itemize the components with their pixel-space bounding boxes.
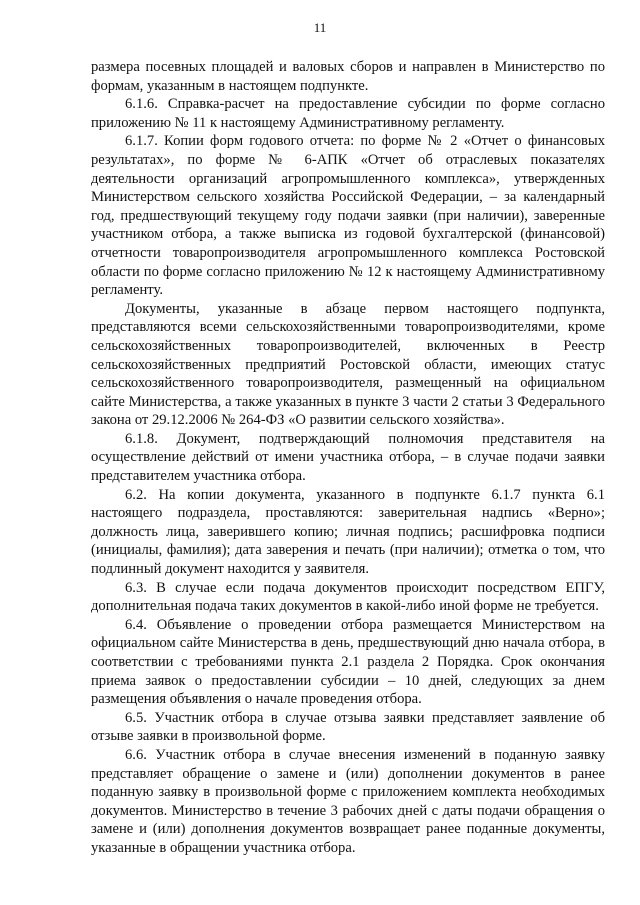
paragraph-6-3: 6.3. В случае если подача документов происходит посредством ЕПГУ, дополнительная подача таких документов в какой-либо иной форме не требуется. [91, 579, 605, 615]
page-number: 11 [313, 20, 327, 35]
paragraph-6-5: 6.5. Участник отбора в случае отзыва заявки представляет заявление об отзыве заявки в произвольной форме. [91, 709, 605, 745]
paragraph-6-6: 6.6. Участник отбора в случае внесения изменений в поданную заявку представляет обращение о замене и (или) дополнении документов в ранее поданную заявку в произвольной форме с приложением комплекта необходимых документов. Министерство в течение 3 рабочих дней с даты подачи обращения о замене и (или) дополнения документов возвращает ранее поданные документы, указанные в обращении участника отбора. [91, 746, 605, 856]
paragraph-continuation: размера посевных площадей и валовых сборов и направлен в Министерство по формам, указанным в настоящем подпункте. [91, 59, 605, 94]
paragraph-6-4: 6.4. Объявление о проведении отбора размещается Министерством на официальном сайте Министерства в день, предшествующий дню начала отбора, в соответствии с требованиями пункта 2.1 раздела 2 Порядка. Срок окончания приема заявок о предоставлении субсидии – 10 дней, следующих за днем размещения объявления о начале проведения отбора. [91, 616, 605, 708]
paragraph-6-2: 6.2. На копии документа, указанного в подпункте 6.1.7 пункта 6.1 настоящего подраздела, проставляются: заверительная надпись «Верно»; должность лица, заверившего копию; личная подпись; расшифровка подписи (инициалы, фамилия); дата заверения и печать (при наличии); отметка о том, что подлинный документ находится у заявителя. [91, 486, 605, 578]
paragraph-6-1-8: 6.1.8. Документ, подтверждающий полномочия представителя на осуществление действий от имени участника отбора, – в случае подачи заявки представителем участника отбора. [91, 430, 605, 485]
paragraph-6-1-7: 6.1.7. Копии форм годового отчета: по форме № 2 «Отчет о финансовых результатах», по форме № 6-АПК «Отчет об отраслевых показателях деятельности организаций агропромышленного комплекса», утвержденных Министерством сельского хозяйства Российской Федерации, – за календарный год, предшествующий текущему году подачи заявки (при наличии), заверенные участником отбора, а также выписка из годовой бухгалтерской (финансовой) отчетности товаропроизводителя агропромышленного комплекса Ростовской области по форме согласно приложению № 12 к настоящему Административному регламенту. [91, 133, 605, 299]
paragraph-6-1-6: 6.1.6. Справка-расчет на предоставление субсидии по форме согласно приложению № 11 к настоящему Административному регламенту. [91, 96, 605, 131]
document-body [91, 58, 605, 858]
paragraph-documents-note: Документы, указанные в абзаце первом настоящего подпункта, представляются всеми сельскохозяйственными товаропроизводителями, кроме сельскохозяйственных товаропроизводителей, включенных в Реестр сельскохозяйственных предприятий Ростовской области, имеющих статус сельскохозяйственного товаропроизводителя, размещенный на официальном сайте Министерства, а также указанных в пункте 3 части 2 статьи 3 Федерального закона от 29.12.2006 № 264-ФЗ «О развитии сельского хозяйства». [91, 300, 605, 429]
